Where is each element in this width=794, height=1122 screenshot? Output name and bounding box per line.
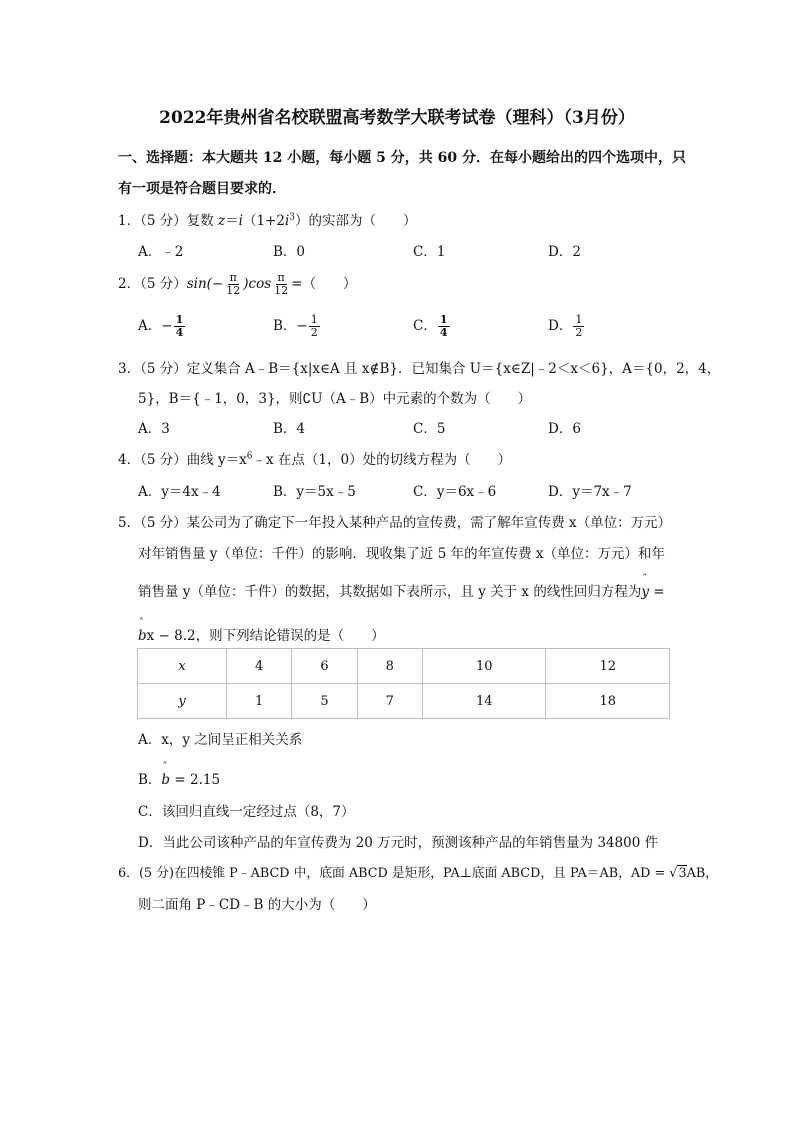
q3-option-d: D．6 bbox=[548, 421, 581, 437]
q2-option-b bbox=[273, 314, 321, 339]
q4-prefix: 4．（5 分）曲线 y＝x bbox=[118, 452, 247, 468]
q1-eq: ＝ bbox=[225, 213, 239, 229]
q1-z: z bbox=[218, 213, 226, 229]
question-1 bbox=[118, 209, 417, 229]
q1-option-c: C．1 bbox=[413, 244, 446, 260]
table-cell: 5 bbox=[292, 684, 357, 719]
q2-option-c-label: C． bbox=[413, 318, 437, 334]
q2-option-b-sign: − bbox=[296, 318, 308, 334]
question-6-line2: 则二面角 P﹣CD﹣B 的大小为（ ） bbox=[138, 897, 376, 913]
q2-option-a-den: 4 bbox=[175, 326, 184, 339]
q4-option-b: B．y＝5x﹣5 bbox=[273, 484, 356, 500]
q2-frac-2-num: π bbox=[277, 271, 285, 284]
q5-option-b bbox=[138, 768, 220, 788]
q6-line1a: 6．(5 分)在四棱锥 P﹣ABCD 中，底面 ABCD 是矩形，PA⊥底面 ABCD，且 PA＝AB，AD = bbox=[118, 866, 670, 881]
page-title: 2022年贵州省名校联盟高考数学大联考试卷（理科）（3月份） bbox=[159, 108, 635, 128]
q2-option-c-num: 1 bbox=[439, 313, 448, 326]
q4-option-d: D．y＝7x﹣7 bbox=[548, 484, 632, 500]
table-y-label: y bbox=[178, 693, 186, 709]
q5-line4-b: ˆ b bbox=[138, 628, 147, 644]
q2-frac-1-num: π bbox=[229, 271, 237, 284]
q1-exp: 3 bbox=[289, 212, 296, 223]
q2-option-a bbox=[138, 314, 186, 339]
q5-option-b-b: ˆ b bbox=[161, 772, 170, 788]
q5-option-c: C．该回归直线一定经过点（8，7） bbox=[138, 804, 355, 820]
q2-frac-1-den: 12 bbox=[226, 284, 241, 297]
question-5-line3 bbox=[138, 580, 665, 600]
q2-option-d bbox=[548, 314, 585, 339]
q2-option-a-label: A． bbox=[138, 318, 162, 334]
table-header-x bbox=[138, 649, 227, 684]
q2-option-b-frac bbox=[309, 314, 320, 339]
table-cell: 18 bbox=[546, 684, 670, 719]
q5-option-d: D．当此公司该种产品的年宣传费为 20 万元时，预测该种产品的年销售量为 34800 件 bbox=[138, 835, 659, 851]
q4-exp: 6 bbox=[246, 451, 253, 462]
q2-frac-2 bbox=[272, 272, 290, 297]
q4-option-a: A．y＝4x﹣4 bbox=[138, 484, 221, 500]
section-instructions-line1: 一、选择题：本大题共 12 小题，每小题 5 分，共 60 分．在每小题给出的四个选项中，只 bbox=[118, 150, 686, 166]
q2-cos: )cos bbox=[243, 276, 272, 292]
table-cell: 7 bbox=[357, 684, 422, 719]
question-3-line1: 3．（5 分）定义集合 A﹣B＝{x|x∈A 且 x∉B}．已知集合 U＝{x∈Z|﹣2＜x＜6}，A＝{0，2，4， bbox=[118, 361, 721, 377]
q2-option-c-den: 4 bbox=[439, 326, 448, 339]
q1-prefix: 1．（5 分）复数 bbox=[118, 213, 219, 229]
q2-option-b-den: 2 bbox=[310, 326, 318, 339]
q2-option-d-den: 2 bbox=[575, 326, 583, 339]
q6-sqrt-symbol: √ bbox=[669, 866, 678, 881]
q2-option-c bbox=[413, 314, 451, 339]
question-3-line2: 5}，B＝{﹣1，0，3}，则∁U（A﹣B）中元素的个数为（ ） bbox=[138, 391, 532, 407]
q5-line3-eq: ˆ y = bbox=[641, 584, 664, 600]
q5-option-b-val: = 2.15 bbox=[170, 772, 221, 788]
q5-line4-text: x − 8.2，则下列结论错误的是（ ） bbox=[146, 628, 385, 644]
q5-option-a: A．x，y 之间呈正相关关系 bbox=[138, 732, 303, 748]
q5-option-b-label: B． bbox=[138, 772, 162, 788]
q2-option-b-num: 1 bbox=[310, 313, 318, 326]
q2-option-d-label: D． bbox=[548, 318, 573, 334]
q2-option-d-num: 1 bbox=[575, 313, 583, 326]
q6-sqrt-val: 3 bbox=[678, 866, 687, 881]
q4-option-c: C．y＝6x﹣6 bbox=[413, 484, 497, 500]
data-table bbox=[137, 648, 670, 719]
q1-paren: （1+2 bbox=[242, 213, 285, 229]
q2-sin: sin(− bbox=[186, 276, 224, 292]
q2-frac-1 bbox=[224, 272, 242, 297]
table-cell: 14 bbox=[422, 684, 546, 719]
q3-option-b: B．4 bbox=[273, 421, 306, 437]
question-6-line1 bbox=[118, 862, 718, 881]
q2-frac-2-den: 12 bbox=[274, 284, 289, 297]
table-cell: 10 bbox=[422, 649, 546, 684]
table-cell: 12 bbox=[546, 649, 670, 684]
table-x-label: x bbox=[178, 658, 186, 674]
question-5-line4 bbox=[138, 624, 385, 644]
table-cell: 8 bbox=[357, 649, 422, 684]
q2-option-a-num: 1 bbox=[175, 313, 184, 326]
q1-option-d: D．2 bbox=[548, 244, 581, 260]
q2-option-b-label: B． bbox=[273, 318, 297, 334]
q2-suffix: =（ ） bbox=[291, 276, 357, 292]
section-instructions-line2: 有一项是符合题目要求的． bbox=[118, 181, 286, 197]
q1-suffix: ）的实部为（ ） bbox=[295, 213, 417, 229]
question-4 bbox=[118, 448, 511, 468]
q6-line1b: AB， bbox=[686, 866, 719, 881]
q3-option-c: C．5 bbox=[413, 421, 446, 437]
q1-option-b: B．0 bbox=[273, 244, 306, 260]
question-2 bbox=[118, 272, 356, 297]
q2-option-d-frac bbox=[573, 314, 584, 339]
q1-i: i bbox=[238, 213, 243, 229]
q4-suffix: ﹣x 在点（1，0）处的切线方程为（ ） bbox=[252, 452, 512, 468]
q2-prefix: 2．（5 分） bbox=[118, 276, 187, 292]
question-5-line2: 对年销售量 y（单位：千件）的影响．现收集了近 5 年的年宣传费 x（单位：万元）和年 bbox=[138, 546, 665, 562]
table-header-y bbox=[138, 684, 227, 719]
q1-option-a: A．﹣2 bbox=[138, 244, 184, 260]
q2-option-c-frac bbox=[438, 314, 450, 339]
q1-i2: i bbox=[284, 213, 290, 229]
table-row-x bbox=[138, 649, 670, 684]
table-row-y bbox=[138, 684, 670, 719]
q3-option-a: A．3 bbox=[138, 421, 170, 437]
question-5-line1: 5．（5 分）某公司为了确定下一年投入某种产品的宣传费，需了解年宣传费 x（单位：万元） bbox=[118, 515, 672, 531]
q5-line3-text: 销售量 y（单位：千件）的数据，其数据如下表所示，且 y 关于 x 的线性回归方程为 bbox=[138, 584, 642, 600]
table-cell: 6 bbox=[292, 649, 357, 684]
q2-option-a-frac bbox=[174, 314, 186, 339]
table-cell: 1 bbox=[227, 684, 292, 719]
table-cell: 4 bbox=[227, 649, 292, 684]
q2-option-a-sign: − bbox=[161, 318, 173, 334]
